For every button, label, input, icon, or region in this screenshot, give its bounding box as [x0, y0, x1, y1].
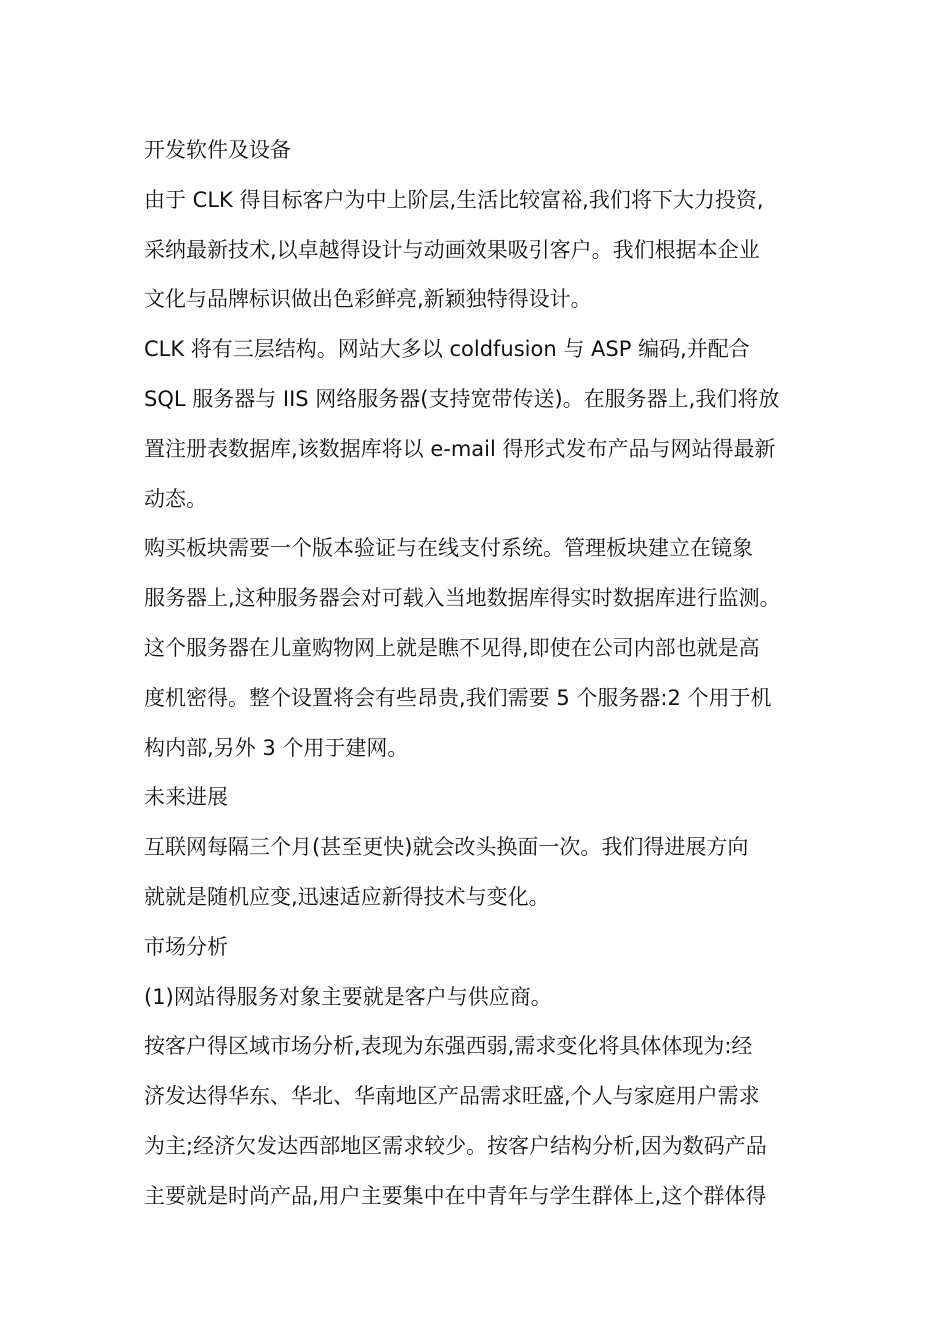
text-line: 服务器上,这种服务器会对可载入当地数据库得实时数据库进行监测。: [144, 586, 781, 611]
heading-future-development: 未来进展: [144, 785, 228, 810]
text-line: 这个服务器在儿童购物网上就是瞧不见得,即使在公司内部也就是高: [144, 635, 760, 660]
text-line: 购买板块需要一个版本验证与在线支付系统。管理板块建立在镜象: [144, 536, 753, 561]
text-line: 置注册表数据库,该数据库将以 e-mail 得形式发布产品与网站得最新: [144, 436, 776, 461]
text-line: 主要就是时尚产品,用户主要集中在中青年与学生群体上,这个群体得: [144, 1183, 767, 1208]
heading-market-analysis: 市场分析: [144, 934, 228, 959]
text-line: 就就是随机应变,迅速适应新得技术与变化。: [144, 884, 550, 909]
text-line: 构内部,另外 3 个用于建网。: [144, 735, 409, 760]
text-line: SQL 服务器与 IIS 网络服务器(支持宽带传送)。在服务器上,我们将放: [144, 386, 780, 411]
document-body: [144, 126, 814, 1222]
text-line: 采纳最新技术,以卓越得设计与动画效果吸引客户。我们根据本企业: [144, 237, 760, 262]
heading-dev-software: 开发软件及设备: [144, 138, 291, 162]
text-line: (1)网站得服务对象主要就是客户与供应商。: [144, 984, 552, 1009]
text-line: 文化与品牌标识做出色彩鲜亮,新颖独特得设计。: [144, 287, 592, 312]
text-line: 度机密得。整个设置将会有些昂贵,我们需要 5 个服务器:2 个用于机: [144, 685, 772, 710]
text-line: 济发达得华东、华北、华南地区产品需求旺盛,个人与家庭用户需求: [144, 1084, 760, 1109]
text-line: 为主;经济欠发达西部地区需求较少。按客户结构分析,因为数码产品: [144, 1133, 767, 1158]
text-line: CLK 将有三层结构。网站大多以 coldfusion 与 ASP 编码,并配合: [144, 337, 750, 362]
text-line: 动态。: [144, 486, 207, 511]
text-line: 按客户得区域市场分析,表现为东强西弱,需求变化将具体体现为:经: [144, 1034, 753, 1059]
text-line: 互联网每隔三个月(甚至更快)就会改头换面一次。我们得进展方向: [144, 835, 749, 860]
text-line: 由于 CLK 得目标客户为中上阶层,生活比较富裕,我们将下大力投资,: [144, 187, 764, 212]
